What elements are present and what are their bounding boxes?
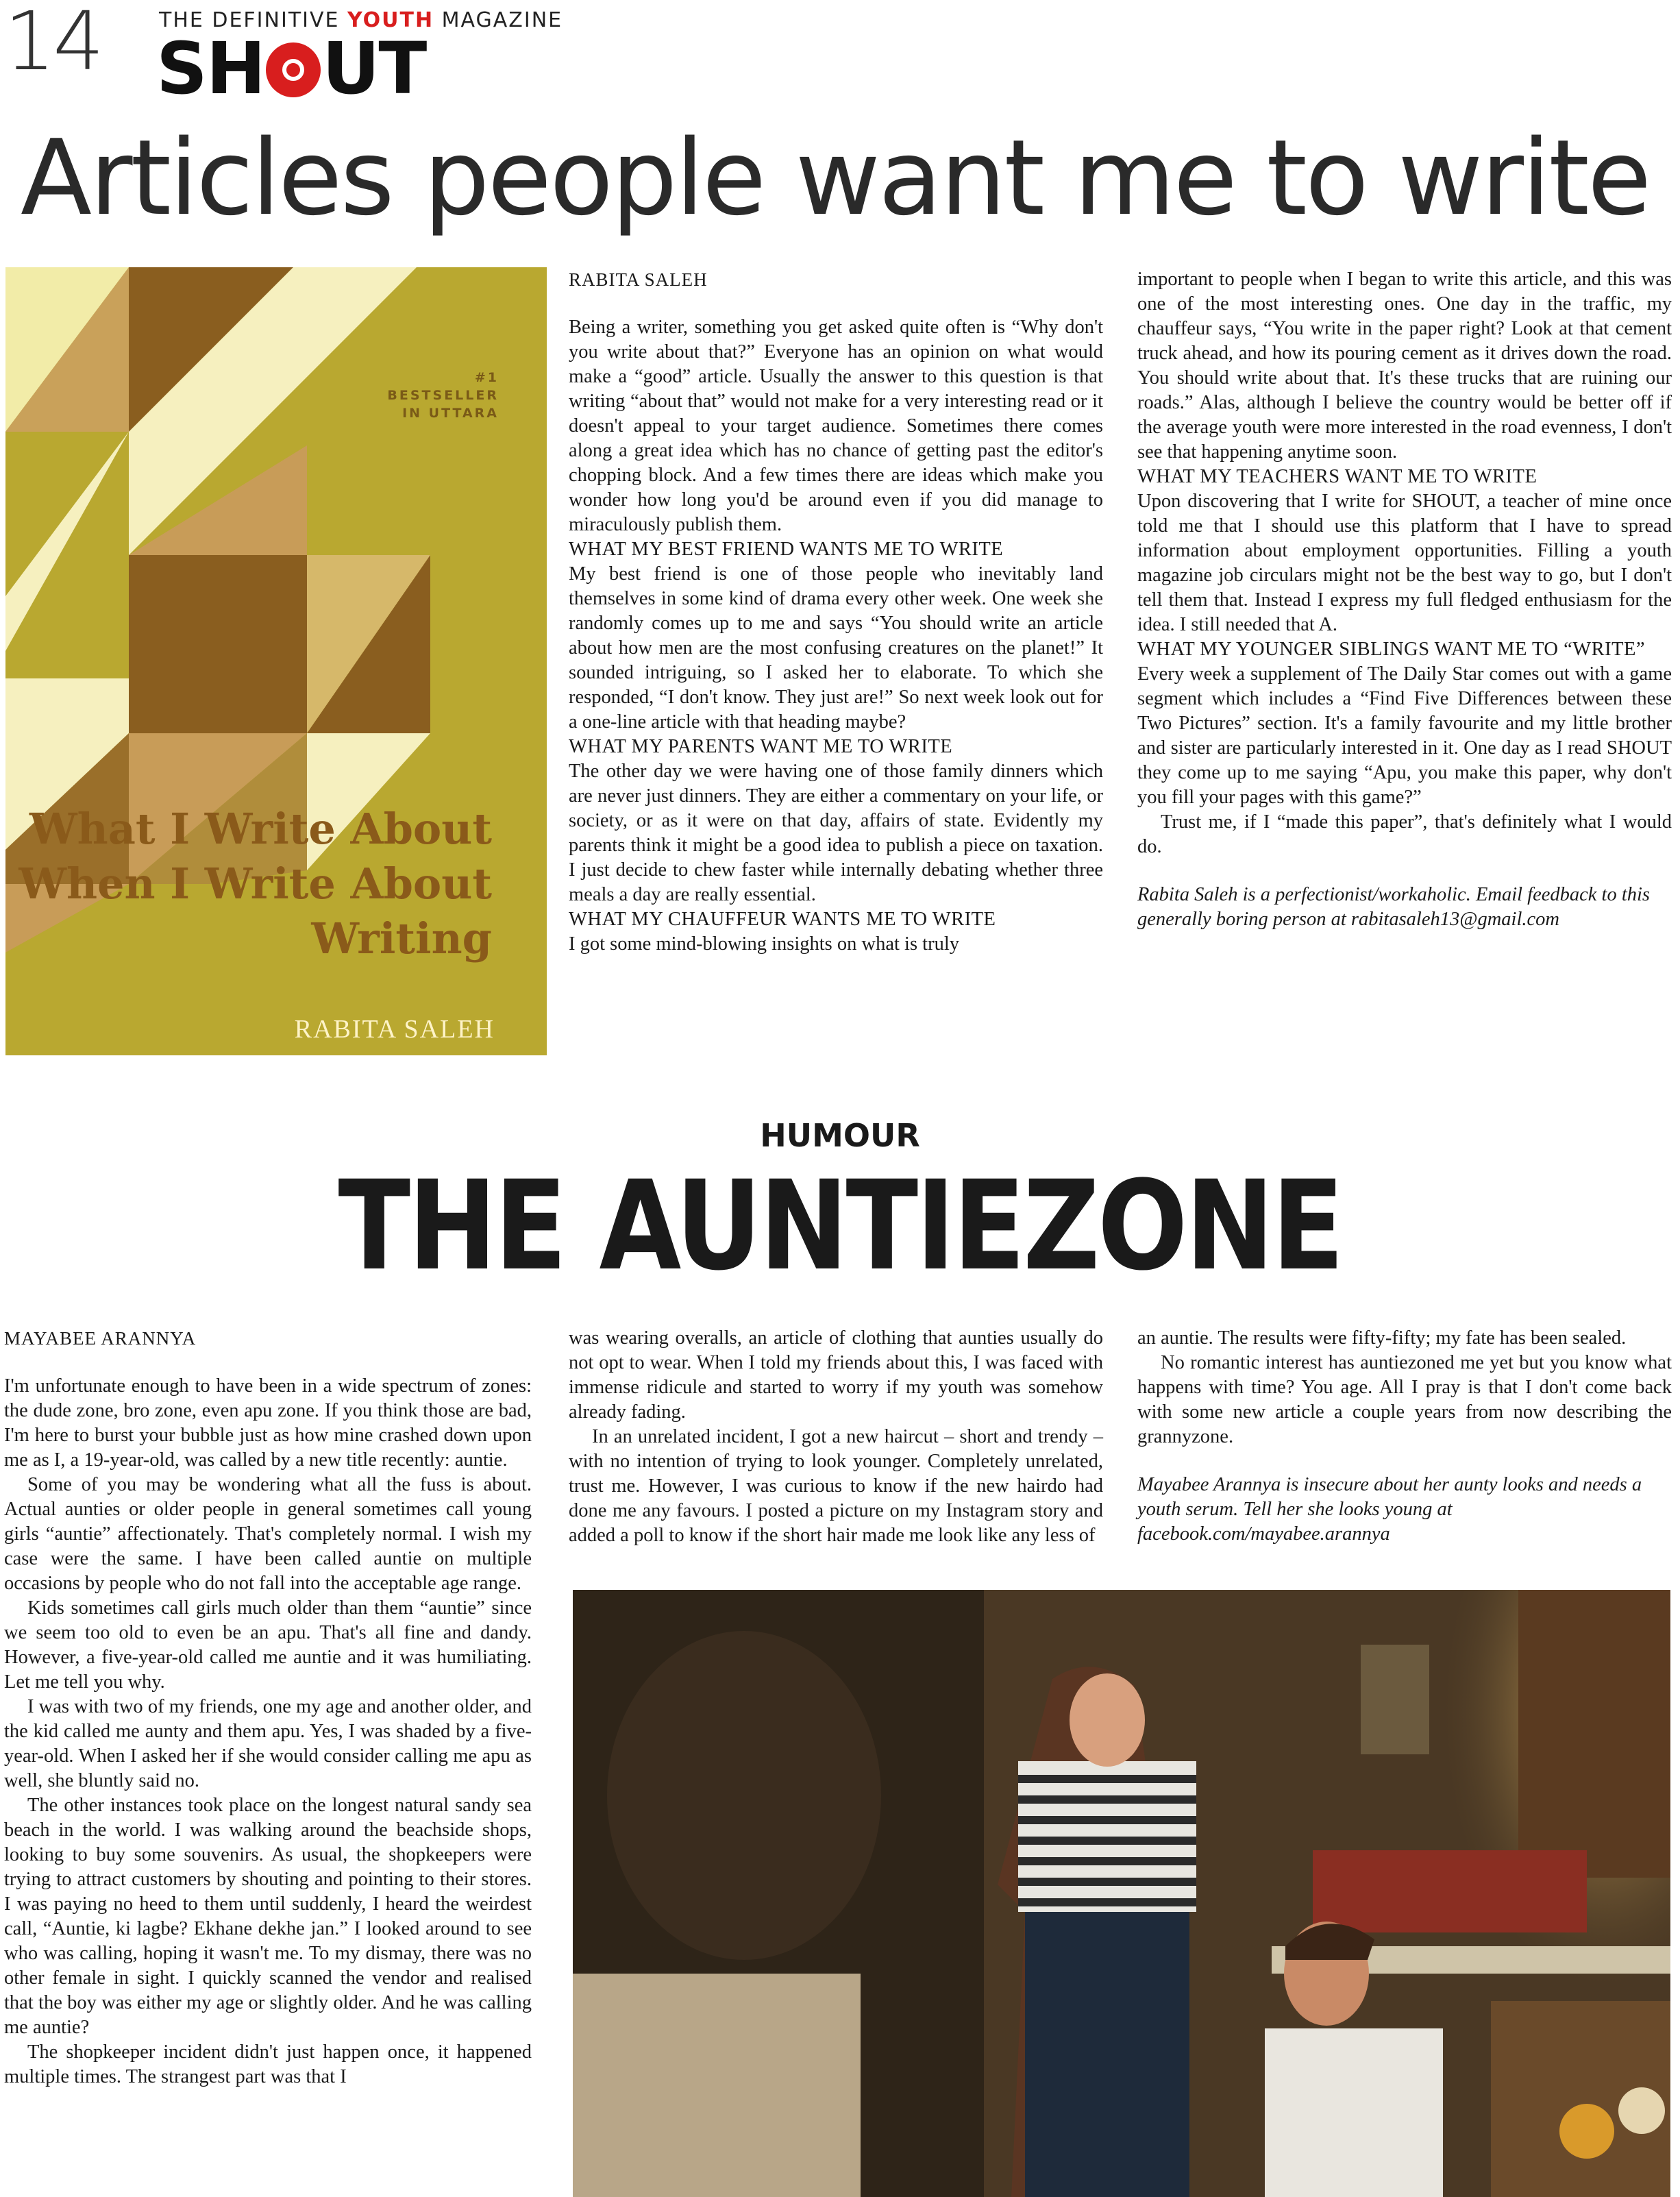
section-label: HUMOUR	[760, 1117, 920, 1154]
tagline-post: MAGAZINE	[434, 8, 563, 32]
article1-paragraph: important to people when I began to write this article, and this was one of the most interesting ones. One day in the traffic, my chauffeur says, “You write in the paper right? Look at that cement truck ahead, and how its pouring cement as it drives down the road. You should write about that. It's these trucks that are ruining our roads.” Alas, although I believe the country would be better off if the average youth were more interested in the road evenness, I don't see that happening anytime soon.	[1137, 269, 1672, 463]
logo-left: SH	[156, 27, 264, 110]
article1-subhead: WHAT MY TEACHERS WANT ME TO WRITE	[1137, 466, 1537, 487]
bestseller-badge: #1 BESTSELLER IN UTTARA	[387, 370, 499, 421]
article1-column-2	[1137, 267, 1672, 932]
article2-paragraph: was wearing overalls, an article of clothing that aunties usually do not opt to wear. When I told my friends about this, I was faced with immense ridicule and started to worry if my youth was somehow already fading.	[569, 1327, 1103, 1423]
article1-paragraph: My best friend is one of those people who inevitably land themselves in some kind of drama every other week. One week she randomly comes up to me and says “You should write an article about how men are the most confusing creatures on the planet!” It sounded intriguing, so I asked her to elaborate. To which she responded, “I don't know. They just are!” So next week look out for a one-line article with that heading maybe?	[569, 563, 1103, 733]
article1-subhead: WHAT MY PARENTS WANT ME TO WRITE	[569, 736, 953, 757]
article1-paragraph: Trust me, if I “made this paper”, that's definitely what I would do.	[1137, 811, 1672, 857]
article2-paragraph: The shopkeeper incident didn't just happen once, it happened multiple times. The strangest part was that I	[4, 2041, 532, 2087]
article1-paragraph: The other day we were having one of those family dinners which are never just dinners. They are either a commentary on your life, or society, or as it were on that day, affairs of state. Evidently my parents think it might be a good idea to publish a piece on taxation. I just decide to chew faster while internally debating whether three meals a day are really essential.	[569, 761, 1103, 905]
article1-author-bio: Rabita Saleh is a perfectionist/workaholic. Email feedback to this generally boring person at rabitasaleh13@gmail.com	[1137, 884, 1651, 930]
article2-paragraph: In an unrelated incident, I got a new haircut – short and trendy – with no intention of trying to look younger. Completely unrelated, trust me. However, I was curious to know if the new hairdo had done me any favours. I posted a picture on my Instagram story and added a poll to know if the short hair made me look like any less of	[569, 1426, 1103, 1546]
article2-paragraph: I'm unfortunate enough to have been in a wide spectrum of zones: the dude zone, bro zone, even apu zone. If you think those are bad, I'm here to burst your bubble just as how mine crashed down upon me as I, a 19-year-old, was called by a new title recently: auntie.	[4, 1375, 532, 1471]
tagline-pre: THE DEFINITIVE	[159, 8, 348, 32]
book-author: RABITA SALEH	[294, 1015, 495, 1044]
tagline-accent: YOUTH	[347, 8, 434, 32]
page-headline: Articles people want me to write	[21, 117, 1650, 238]
article1-paragraph: Upon discovering that I write for SHOUT, a teacher of mine once told me that I should use this platform that I have to spread information about employment opportunities. Filling a youth magazine job circulars might not be the best way to go, but I don't tell them that. Instead I express my full fledged enthusiasm for the idea. I still needed that A.	[1137, 491, 1672, 635]
article1-paragraph: I got some mind-blowing insights on what is truly	[569, 933, 959, 955]
logo-right: UT	[321, 27, 426, 110]
logo-megaphone-icon	[266, 42, 321, 97]
article1-subhead: WHAT MY BEST FRIEND WANTS ME TO WRITE	[569, 539, 1004, 560]
article2-paragraph: The other instances took place on the longest natural sandy sea beach in the world. I was walking around the beachside shops, looking to buy some souvenirs. As usual, the shopkeepers were trying to attract customers by shouting and pointing to their stores. I was paying no heed to them until suddenly, I heard the weirdest call, “Auntie, ki lagbe? Ekhane dekhe jan.” I looked around to see who was calling, hoping it wasn't me. To my dismay, there was no other female in sight. I quickly scanned the vendor and realised that the boy was either my age or slightly older. And he was calling me auntie?	[4, 1795, 532, 2038]
article2-column-3	[1137, 1326, 1672, 1547]
article1-byline: RABITA SALEH	[569, 269, 708, 290]
article1-paragraph: Every week a supplement of The Daily Star comes out with a game segment which includes a “Find Five Differences between these Two Pictures” section. It's a family favourite and my little brother and sister are particularly interested in it. One day as I read SHOUT they come up to me saying “Apu, you make this paper, why don't you fill your pages with this game?”	[1137, 663, 1672, 808]
article2-column-2	[569, 1326, 1103, 1548]
page-number: 14	[4, 0, 102, 88]
article2-paragraph: No romantic interest has auntiezoned me yet but you know what happens with time? You age. All I pray is that I don't come back with some new article a couple years from now describing the grannyzone.	[1137, 1352, 1672, 1447]
article2-paragraph: Kids sometimes call girls much older than them “auntie” since we seem too old to even be an apu. That's all fine and dandy. However, a five-year-old called me auntie and it was humiliating. Let me tell you why.	[4, 1597, 532, 1693]
article1-paragraph: Being a writer, something you get asked quite often is “Why don't you write about that?” Everyone has an opinion on what would make a “good” article. Usually the answer to this question is that writing “about that” would not make for a very interesting read or it doesn't appeal to your target audience. Sometimes there comes along a great idea which has no chance of getting past the editor's chopping block. And a few times there are ideas which make you wonder how long you'd be around even if you did manage to miraculously publish them.	[569, 317, 1103, 535]
article2-byline: MAYABEE ARANNYA	[4, 1328, 197, 1349]
article2-paragraph: Some of you may be wondering what all the fuss is about. Actual aunties or older people in general sometimes call young girls “auntie” affectionately. That's completely normal. I wish my case were the same. I have been called auntie on multiple occasions by people who do not fall into the acceptable age range.	[4, 1474, 532, 1594]
book-title: What I Write About When I Write About Writing	[18, 804, 492, 964]
photo-scene	[573, 1590, 1670, 2197]
article2-paragraph: I was with two of my friends, one my age and another older, and the kid called me aunty and them apu. Yes, I was shaded by a five-year-old. When I asked her if she would consider calling me apu as well, she bluntly said no.	[4, 1696, 532, 1791]
book-cover-image	[5, 267, 547, 1055]
article2-column-1	[4, 1326, 532, 2089]
article2-paragraph: an auntie. The results were fifty-fifty; my fate has been sealed.	[1137, 1327, 1627, 1349]
article1-subhead: WHAT MY CHAUFFEUR WANTS ME TO WRITE	[569, 909, 996, 930]
article1-column-1	[569, 267, 1103, 957]
shout-logo	[156, 27, 426, 110]
article1-subhead: WHAT MY YOUNGER SIBLINGS WANT ME TO “WRITE”	[1137, 639, 1646, 660]
article2-headline: THE AUNTIEZONE	[338, 1155, 1342, 1298]
movie-still-photo	[573, 1590, 1670, 2197]
article2-author-bio: Mayabee Arannya is insecure about her aunty looks and needs a youth serum. Tell her she looks young at facebook.com/mayabee.arannya	[1137, 1474, 1642, 1545]
